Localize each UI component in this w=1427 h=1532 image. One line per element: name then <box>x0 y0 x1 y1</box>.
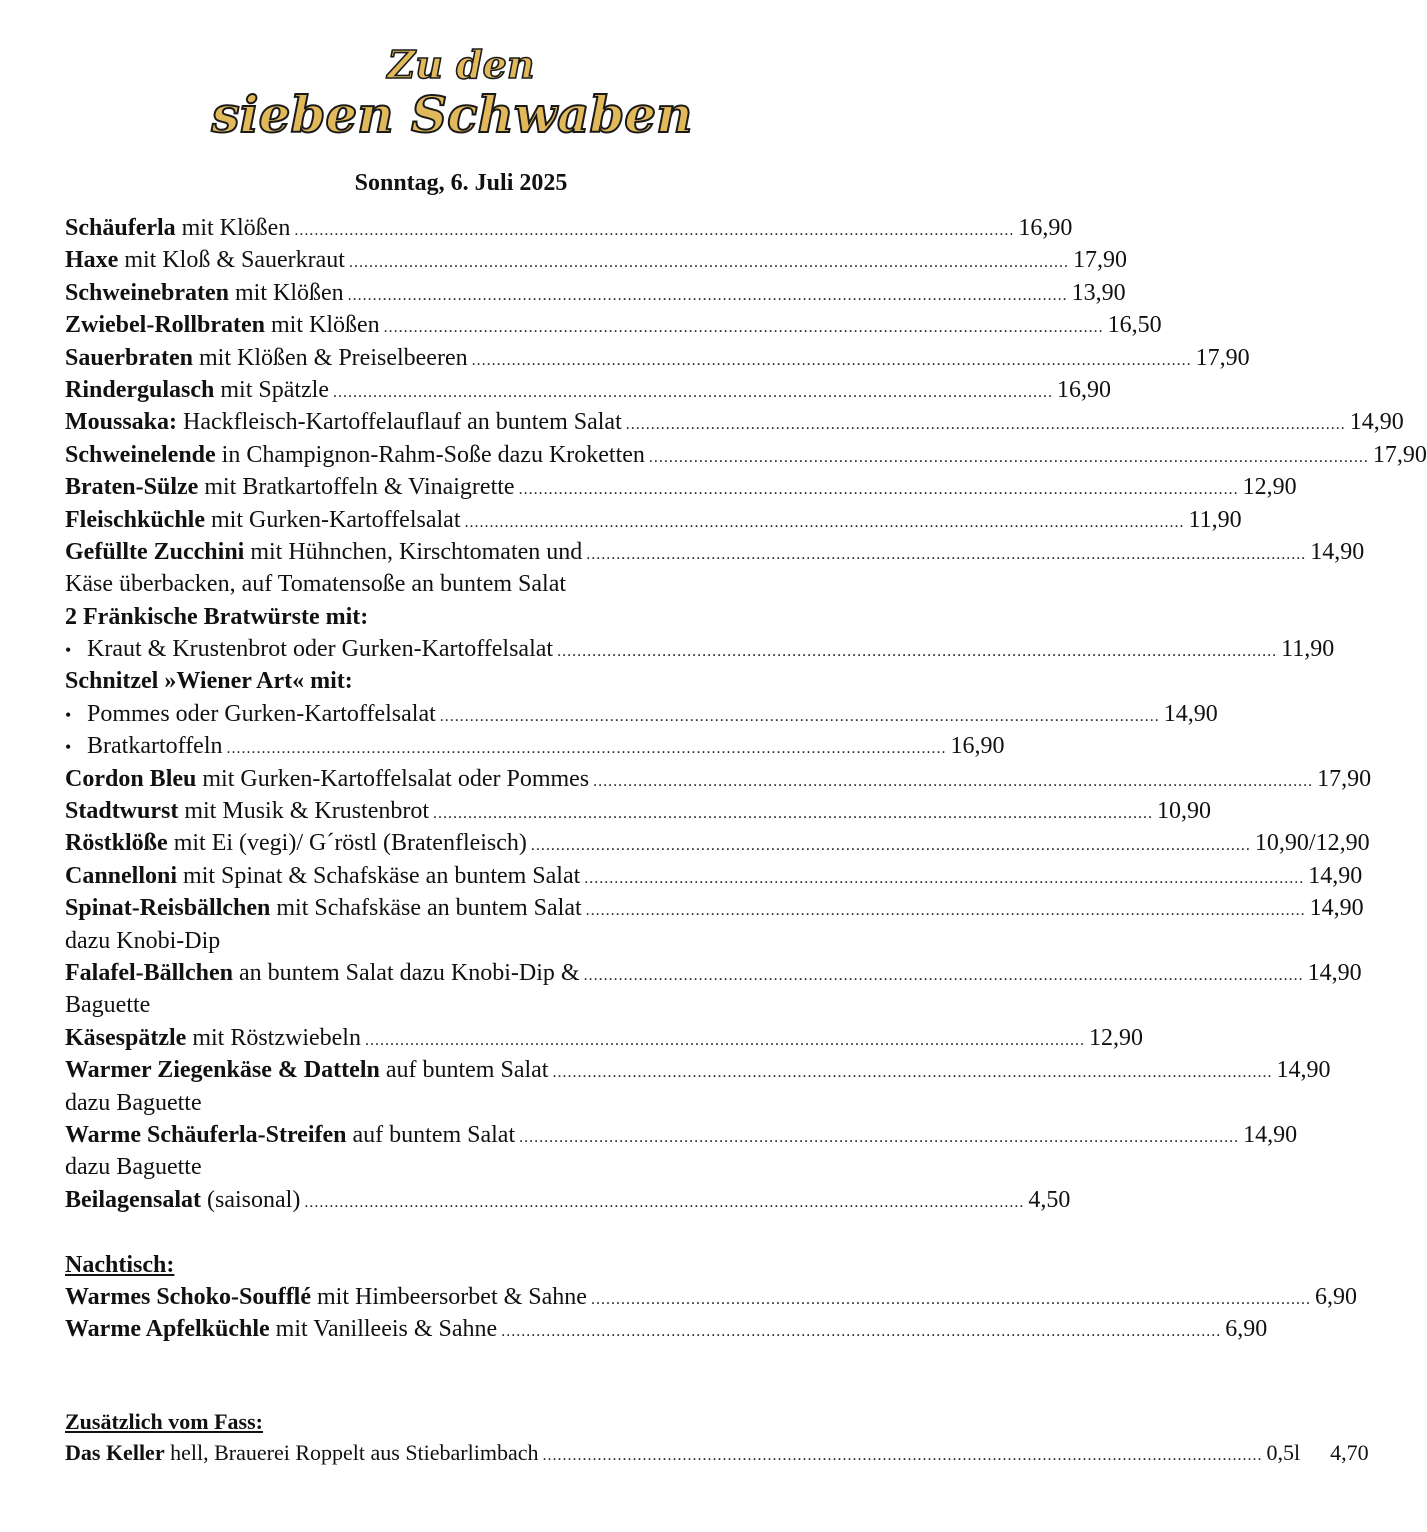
dot-leader <box>472 345 1192 377</box>
menu-item <box>65 1184 1071 1216</box>
continuation-text: dazu Knobi-Dip <box>65 927 221 954</box>
menu-item-price: 14,90 <box>1349 409 1404 436</box>
dot-leader <box>531 830 1251 862</box>
menu-item-price: 14,90 <box>1310 538 1365 565</box>
menu-item-description: mit Bratkartoffeln & Vinaigrette <box>198 474 515 501</box>
menu-item <box>65 892 1364 924</box>
menu-item-text <box>65 244 345 276</box>
logo-text-sieben-schwaben: sieben Schwaben <box>211 85 693 144</box>
spacer <box>65 1346 843 1406</box>
menu-item-price: 10,90 <box>1157 798 1212 825</box>
menu-item-price: 14,90 <box>1307 959 1362 986</box>
dot-leader <box>519 1122 1239 1154</box>
bullet-icon: • <box>65 737 72 758</box>
menu-item-description: mit Spätzle <box>214 376 330 403</box>
tap-item-volume: 0,5l <box>1266 1440 1301 1466</box>
menu-item-text <box>65 957 580 989</box>
spacer <box>65 1216 843 1248</box>
menu-item-continuation <box>65 1087 843 1119</box>
menu-item-text <box>65 1054 548 1086</box>
dessert-list <box>65 1281 1357 1346</box>
menu-item-price: 6,90 <box>1314 1283 1357 1310</box>
menu-item-name: Gefüllte Zucchini <box>65 538 245 565</box>
menu-item <box>65 504 1242 536</box>
option-description: Bratkartoffeln <box>87 733 223 760</box>
menu-item-name: Zwiebel-Rollbraten <box>65 312 265 339</box>
dot-leader <box>294 215 1014 247</box>
logo-line-2-svg <box>0 84 922 144</box>
bullet-icon: • <box>65 640 72 661</box>
menu-item-description: Hackfleisch-Kartoffelauflauf an buntem Salat <box>177 409 622 436</box>
menu-item-price: 16,90 <box>1018 215 1073 241</box>
menu-item-name: Cordon Bleu <box>65 765 197 792</box>
menu-item <box>65 795 1212 827</box>
option-item <box>65 730 1005 762</box>
menu-item <box>65 342 1250 374</box>
menu-item-name: Falafel-Bällchen <box>65 959 233 986</box>
menu-item <box>65 406 1404 438</box>
menu-item-name: Warme Schäuferla-Streifen <box>65 1121 347 1148</box>
bullet-icon: • <box>65 704 72 725</box>
dot-leader <box>349 247 1069 279</box>
menu-item <box>65 212 1073 244</box>
menu-body <box>65 212 1427 1468</box>
menu-item-name: Warmes Schoko-Soufflé <box>65 1283 311 1310</box>
option-item <box>65 698 1218 730</box>
menu-item <box>65 1054 1331 1086</box>
menu-item-price: 4,50 <box>1028 1186 1071 1213</box>
menu-item-description: an buntem Salat dazu Knobi-Dip & <box>232 959 580 986</box>
tap-item-style: hell, <box>164 1440 209 1466</box>
dot-leader <box>557 636 1277 668</box>
tap-item-name: Das Keller <box>65 1440 165 1466</box>
dot-leader <box>591 1284 1311 1316</box>
dot-leader <box>333 377 1053 409</box>
tap-title: Zusätzlich vom Fass: <box>65 1408 263 1434</box>
option-text <box>65 633 553 666</box>
menu-item-continuation <box>65 1151 843 1183</box>
menu-item-description: mit Vanilleeis & Sahne <box>269 1316 498 1343</box>
menu-item-name: Spinat-Reisbällchen <box>65 895 271 922</box>
menu-item-text <box>65 504 460 536</box>
option-price: 11,90 <box>1281 636 1335 663</box>
menu-item-price: 17,90 <box>1372 441 1427 468</box>
dot-leader <box>348 280 1068 312</box>
logo-text-zu-den: Zu den <box>387 42 535 87</box>
menu-item-description: mit Kloß & Sauerkraut <box>118 247 345 274</box>
menu-item-price: 12,90 <box>1088 1024 1143 1051</box>
menu-item <box>65 1313 1268 1345</box>
menu-item-description: mit Musik & Krustenbrot <box>178 798 430 825</box>
menu-item-text <box>65 277 344 309</box>
option-text <box>65 698 436 731</box>
menu-item-continuation <box>65 568 843 600</box>
menu-item <box>65 827 1370 859</box>
menu-item-name: Sauerbraten <box>65 344 193 371</box>
main-dishes <box>65 212 1427 601</box>
menu-item-text <box>65 827 527 859</box>
menu-item-description: mit Spinat & Schafskäse an buntem Salat <box>177 862 581 889</box>
logo-line-1-svg <box>0 44 922 88</box>
menu-item-name: Fleischküchle <box>65 506 206 533</box>
menu-item <box>65 1119 1298 1151</box>
dot-leader <box>626 409 1346 441</box>
menu-item-text <box>65 1022 361 1054</box>
menu-item-price: 14,90 <box>1308 862 1363 889</box>
menu-item-price: 10,90/12,90 <box>1254 830 1370 857</box>
menu-item-description: mit Klößen <box>229 279 344 306</box>
menu-item-price: 16,90 <box>1057 376 1112 403</box>
menu-item-price: 6,90 <box>1225 1316 1268 1343</box>
dot-leader <box>593 766 1313 798</box>
menu-item-text <box>65 309 380 341</box>
schnitzel-title: Schnitzel »Wiener Art« mit: <box>65 668 353 695</box>
tap-item-price: 4,70 <box>1330 1440 1369 1466</box>
continuation-text: Baguette <box>65 992 151 1019</box>
tap-item-brewery: Brauerei Roppelt aus Stiebarlimbach <box>208 1440 539 1466</box>
menu-item-name: Röstklöße <box>65 830 168 857</box>
dot-leader <box>227 733 947 765</box>
dot-leader <box>384 312 1104 344</box>
dessert-title: Nachtisch: <box>65 1251 175 1278</box>
logo-line-2 <box>0 84 922 149</box>
menu-item-name: Schäuferla <box>65 215 176 241</box>
menu-item-text <box>65 795 429 827</box>
dot-leader <box>519 474 1239 506</box>
schnitzel-heading <box>65 665 843 697</box>
dot-leader <box>584 960 1304 992</box>
menu-item-text <box>65 212 290 244</box>
menu-item-continuation <box>65 989 843 1021</box>
menu-item-price: 17,90 <box>1072 247 1127 274</box>
dot-leader <box>440 701 1160 733</box>
option-price: 14,90 <box>1163 700 1218 727</box>
menu-item-text <box>65 471 515 503</box>
menu-item-description: mit Himbeersorbet & Sahne <box>311 1283 587 1310</box>
menu-item-description: mit Klößen & Preiselbeeren <box>193 344 468 371</box>
continuation-text: Käse überbacken, auf Tomatensoße an buntem Salat <box>65 571 567 598</box>
menu-item-name: Stadtwurst <box>65 798 179 825</box>
menu-item-description: mit Ei (vegi)/ G´röstl (Bratenfleisch) <box>167 830 527 857</box>
menu-item-description: (saisonal) <box>201 1186 301 1213</box>
menu-item-description: mit Gurken-Kartoffelsalat oder Pommes <box>196 765 590 792</box>
menu-item-name: Beilagensalat <box>65 1186 201 1213</box>
menu-item-name: Haxe <box>65 247 119 274</box>
menu-item-name: Warmer Ziegenkäse & Datteln <box>65 1057 380 1084</box>
menu-item-name: Moussaka: <box>65 409 178 436</box>
bratwurst-options <box>65 633 1335 665</box>
menu-item-description: in Champignon-Rahm-Soße dazu Kroketten <box>215 441 645 468</box>
menu-item-text <box>65 1184 300 1216</box>
menu-item-price: 17,90 <box>1195 344 1250 371</box>
menu-item-text <box>65 439 645 471</box>
menu-item <box>65 1281 1357 1313</box>
menu-date: Sonntag, 6. Juli 2025 <box>354 170 568 196</box>
menu-item-price: 12,90 <box>1242 474 1297 501</box>
bratwurst-heading <box>65 601 843 633</box>
menu-item-price: 14,90 <box>1276 1057 1331 1084</box>
dot-leader <box>584 863 1304 895</box>
dot-leader <box>433 798 1153 830</box>
menu-item <box>65 536 1365 568</box>
menu-item-description: mit Klößen <box>264 312 380 339</box>
menu-item <box>65 309 1162 341</box>
dot-leader <box>365 1025 1085 1057</box>
menu-item <box>65 471 1297 503</box>
menu-item-description: mit Schafskäse an buntem Salat <box>270 895 582 922</box>
menu-item-name: Rindergulasch <box>65 376 215 403</box>
dot-leader <box>649 442 1369 474</box>
dot-leader <box>586 539 1306 571</box>
menu-item-text <box>65 406 622 438</box>
menu-item-text <box>65 342 468 374</box>
menu-item-name: Braten-Sülze <box>65 474 199 501</box>
menu-item-price: 11,90 <box>1188 506 1242 533</box>
dot-leader <box>464 507 1184 539</box>
menu-item-description: mit Klößen <box>175 215 291 241</box>
menu-item-name: Cannelloni <box>65 862 178 889</box>
option-price: 16,90 <box>950 733 1005 760</box>
option-description: Kraut & Krustenbrot oder Gurken-Kartoffelsalat <box>87 636 554 663</box>
menu-item-text <box>65 536 582 568</box>
menu-item <box>65 860 1363 892</box>
menu-item-price: 14,90 <box>1309 895 1364 922</box>
menu-item-text <box>65 1313 497 1345</box>
menu-item-description: auf buntem Salat <box>346 1121 516 1148</box>
menu-item-continuation <box>65 925 843 957</box>
menu-item-name: Schweinebraten <box>65 279 229 306</box>
tap-list <box>65 1438 1369 1468</box>
main-dishes-2 <box>65 763 1372 1216</box>
menu-item-price: 14,90 <box>1243 1121 1298 1148</box>
menu-item-name: Warme Apfelküchle <box>65 1316 270 1343</box>
menu-item-description: auf buntem Salat <box>379 1057 549 1084</box>
menu-item-description: mit Gurken-Kartoffelsalat <box>205 506 461 533</box>
menu-item-name: Käsespätzle <box>65 1024 187 1051</box>
menu-item-text <box>65 374 329 406</box>
menu-item-text <box>65 860 580 892</box>
option-description: Pommes oder Gurken-Kartoffelsalat <box>87 700 436 727</box>
menu-item <box>65 374 1112 406</box>
continuation-text: dazu Baguette <box>65 1089 202 1116</box>
option-text <box>65 730 223 763</box>
tap-item-text <box>65 1438 539 1468</box>
menu-item-text <box>65 892 582 924</box>
menu-item-name: Schweinelende <box>65 441 216 468</box>
menu-item <box>65 1022 1143 1054</box>
menu-item-price: 13,90 <box>1071 279 1126 306</box>
schnitzel-options <box>65 698 1218 763</box>
bratwurst-title: 2 Fränkische Bratwürste mit: <box>65 603 369 630</box>
menu-item-description: mit Röstzwiebeln <box>186 1024 361 1051</box>
dot-leader <box>304 1187 1024 1219</box>
menu-item <box>65 439 1427 471</box>
menu-item-text <box>65 763 589 795</box>
option-item <box>65 633 1335 665</box>
dot-leader <box>501 1316 1221 1348</box>
dot-leader <box>552 1057 1272 1089</box>
menu-item <box>65 763 1372 795</box>
menu-item-description: mit Hühnchen, Kirschtomaten und <box>244 538 583 565</box>
continuation-text: dazu Baguette <box>65 1154 202 1181</box>
menu-item <box>65 244 1127 276</box>
menu-item <box>65 277 1126 309</box>
menu-item-text <box>65 1119 515 1151</box>
menu-item <box>65 957 1362 989</box>
dot-leader <box>543 1441 1263 1471</box>
tap-item <box>65 1438 1369 1468</box>
menu-item-text <box>65 1281 587 1313</box>
dot-leader <box>586 895 1306 927</box>
menu-item-price: 17,90 <box>1317 765 1372 792</box>
menu-item-price: 16,50 <box>1107 312 1162 339</box>
